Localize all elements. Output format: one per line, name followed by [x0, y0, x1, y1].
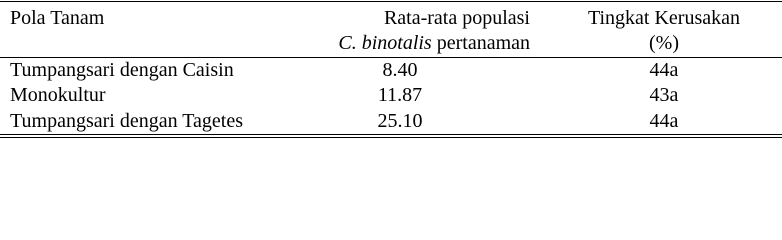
cell-populasi: 8.40 [382, 59, 418, 81]
header-rata-rata-suffix: pertanaman [431, 32, 530, 54]
cell-kerusakan: 43a [649, 84, 679, 106]
table-row [0, 110, 782, 135]
table-row [0, 84, 782, 109]
species-name: C. binotalis [338, 32, 432, 54]
header-rata-rata-line1: Rata-rata populasi [383, 7, 530, 29]
cell-pola: Tumpangsari dengan Caisin [10, 59, 234, 81]
table-row [0, 59, 782, 84]
header-tingkat-kerusakan-line1: Tingkat Kerusakan [587, 7, 741, 29]
cell-pola: Monokultur [10, 84, 106, 106]
cell-populasi: 25.10 [377, 110, 423, 132]
cell-populasi: 11.87 [377, 84, 423, 106]
bottom-rule [0, 134, 782, 135]
top-rule [0, 1, 782, 2]
cell-pola: Tumpangsari dengan Tagetes [10, 110, 244, 132]
header-tingkat-kerusakan-line2: (%) [649, 32, 679, 54]
header-rule [0, 57, 782, 58]
header-rata-rata-line2 [300, 32, 530, 54]
cell-kerusakan: 44a [649, 110, 679, 132]
bottom-rule-double [0, 137, 782, 138]
header-pola-tanam: Pola Tanam [10, 7, 105, 29]
cell-kerusakan: 44a [649, 59, 679, 81]
